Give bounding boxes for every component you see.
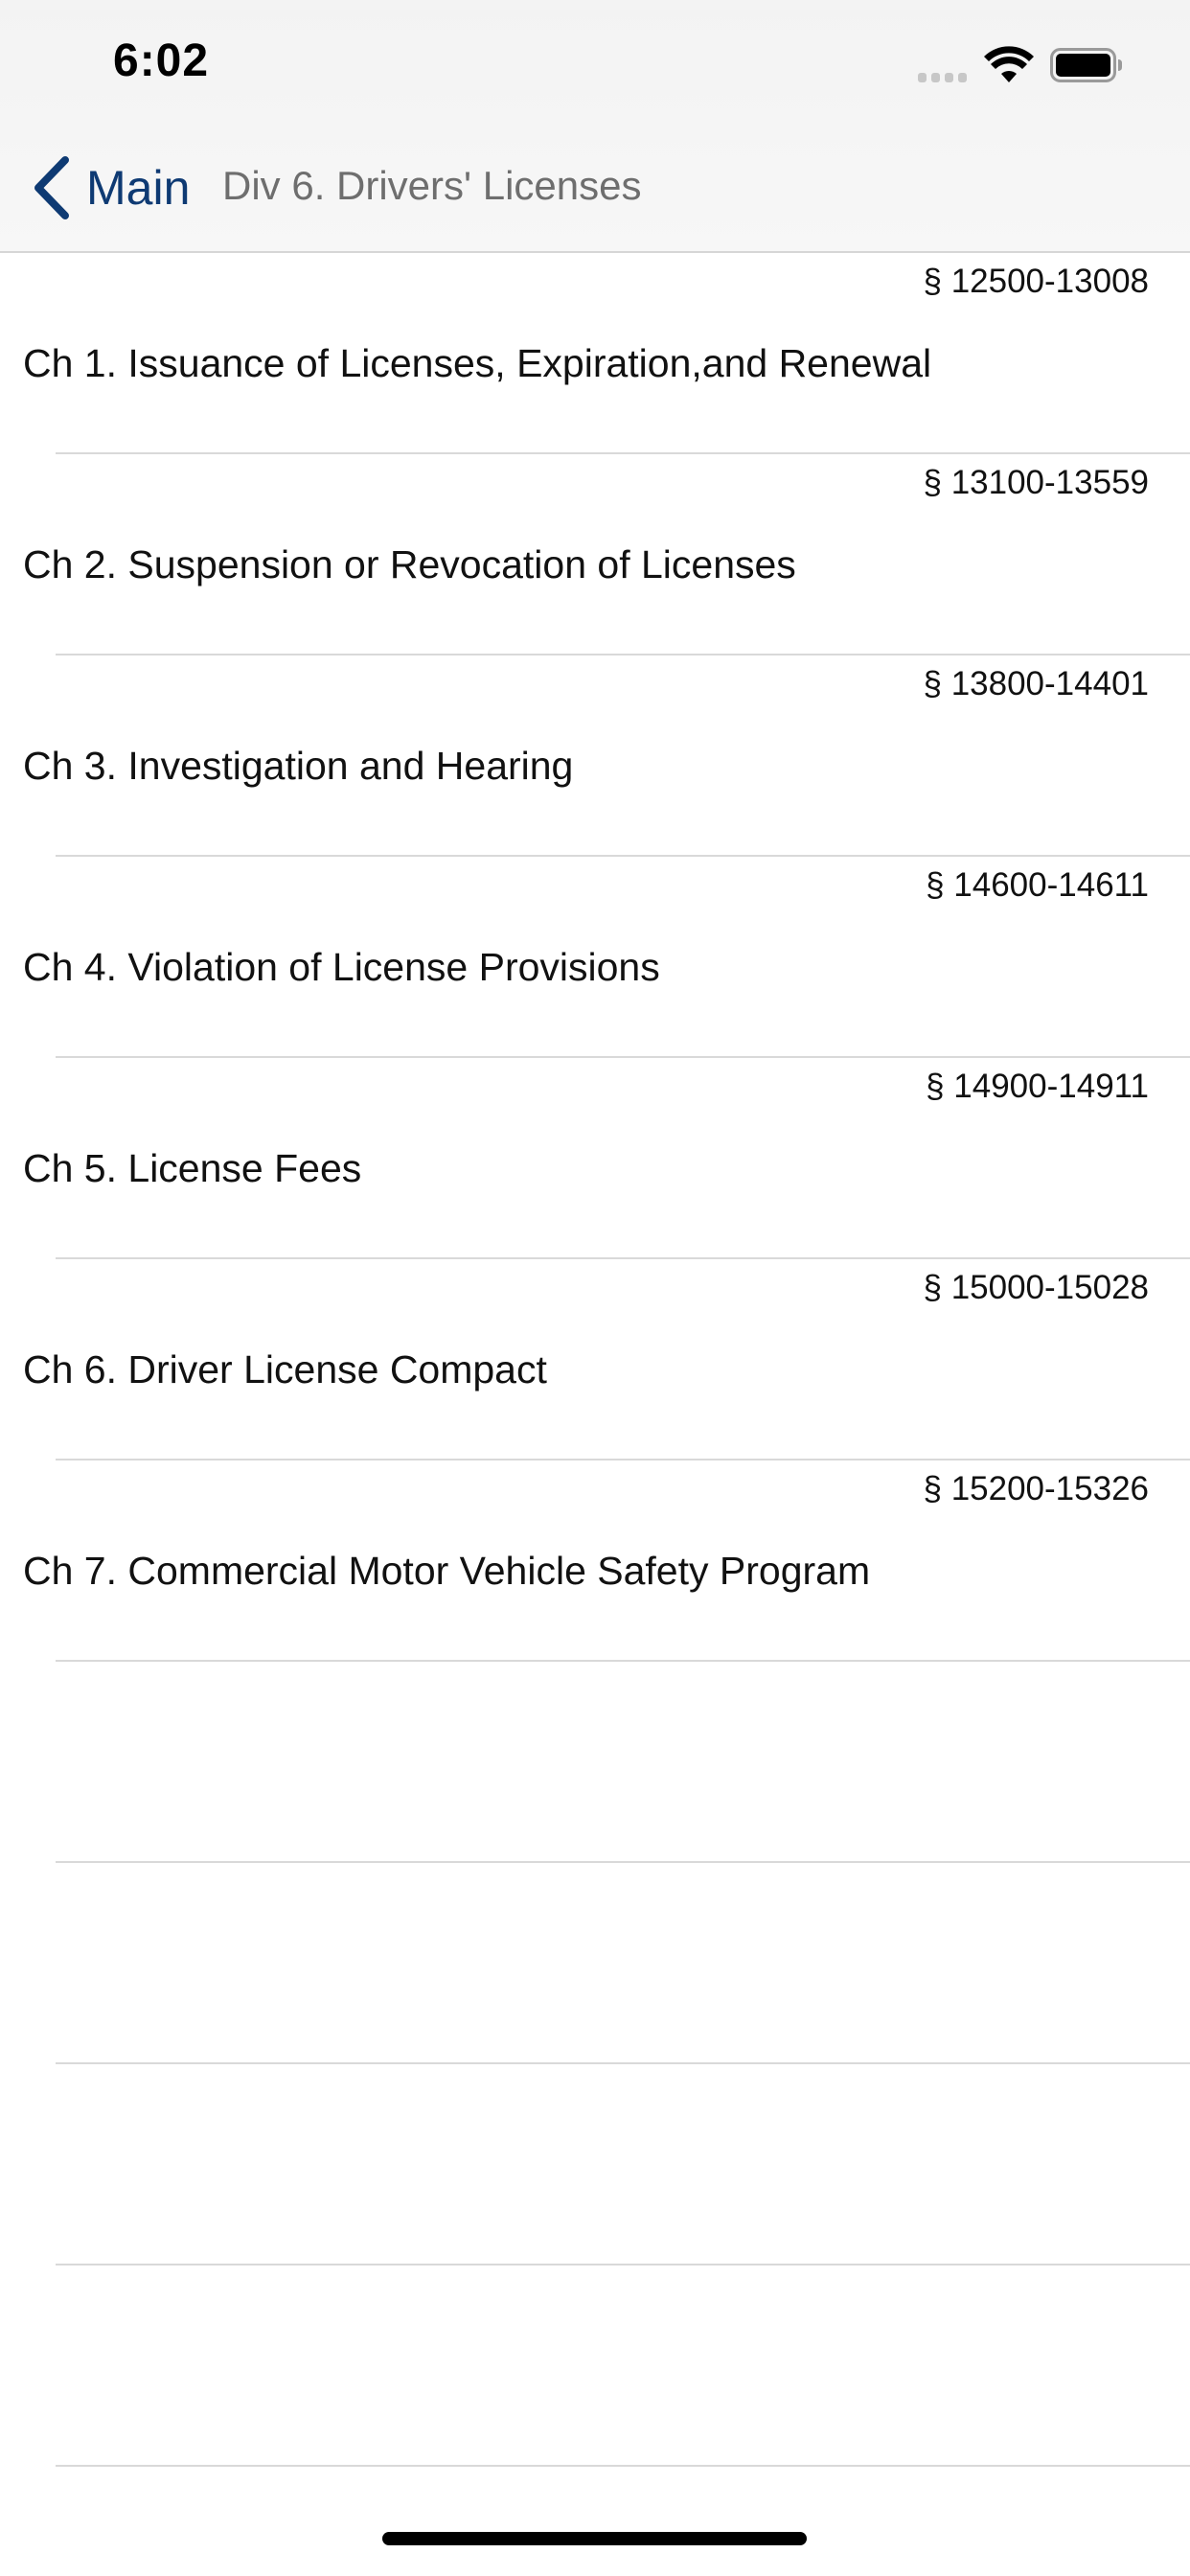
- section-range: § 13100-13559: [923, 464, 1149, 501]
- home-indicator[interactable]: [382, 2532, 807, 2545]
- chapter-row-1[interactable]: [0, 253, 1190, 454]
- empty-row: [0, 2064, 1190, 2266]
- section-range: § 12500-13008: [923, 263, 1149, 300]
- chapter-title: Ch 4. Violation of License Provisions: [23, 945, 660, 989]
- chapter-title: Ch 1. Issuance of Licenses, Expiration,and Renewal: [23, 341, 932, 385]
- chapter-row-5[interactable]: [0, 1058, 1190, 1259]
- status-time: 6:02: [113, 35, 210, 86]
- section-range: § 13800-14401: [923, 665, 1149, 702]
- empty-row: [0, 1863, 1190, 2064]
- chapter-row-2[interactable]: [0, 454, 1190, 656]
- chapter-row-4[interactable]: [0, 857, 1190, 1058]
- chapter-title: Ch 7. Commercial Motor Vehicle Safety Program: [23, 1549, 871, 1593]
- chapter-title: Ch 6. Driver License Compact: [23, 1347, 547, 1392]
- section-range: § 14900-14911: [926, 1068, 1149, 1105]
- cellular-signal-icon: [918, 71, 972, 82]
- chapter-row-7[interactable]: [0, 1460, 1190, 1662]
- chapter-row-3[interactable]: [0, 656, 1190, 857]
- section-range: § 14600-14611: [926, 866, 1149, 904]
- chapter-list: [0, 253, 1190, 2467]
- chapter-title: Ch 5. License Fees: [23, 1146, 362, 1190]
- chapter-title: Ch 3. Investigation and Hearing: [23, 744, 574, 788]
- chapter-row-6[interactable]: [0, 1259, 1190, 1460]
- back-button-label: Main: [86, 161, 191, 215]
- empty-row: [0, 1662, 1190, 1863]
- chapter-title: Ch 2. Suspension or Revocation of Licenses: [23, 542, 796, 586]
- navigation-header: [0, 0, 1190, 253]
- battery-icon: [1050, 48, 1123, 82]
- nav-title: Div 6. Drivers' Licenses: [222, 163, 642, 208]
- chevron-left-icon: [33, 156, 71, 219]
- wifi-icon: [983, 46, 1035, 84]
- section-range: § 15000-15028: [923, 1269, 1149, 1306]
- back-button[interactable]: [33, 153, 190, 222]
- empty-row: [0, 2266, 1190, 2467]
- section-range: § 15200-15326: [923, 1470, 1149, 1507]
